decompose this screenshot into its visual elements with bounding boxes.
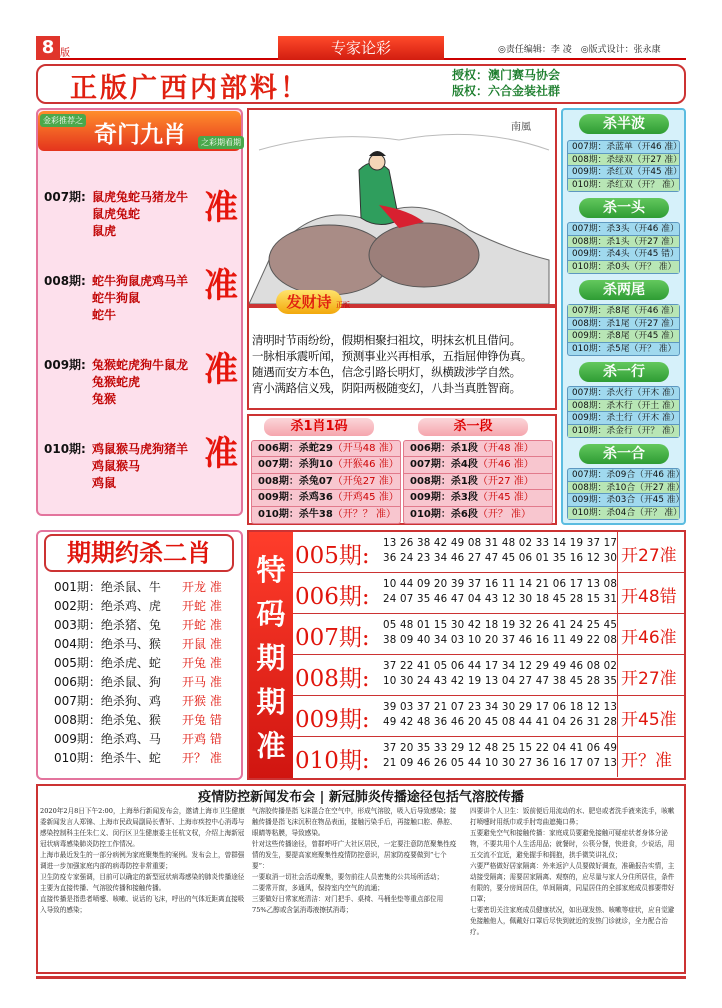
row-period: 009期：杀3段 <box>410 492 478 504</box>
qimen-line: 鸡鼠猴马 <box>92 459 141 473</box>
poem-line: 随遇而安方本色，信念引路长明灯，纵横跋涉学自然。 <box>252 365 521 379</box>
row-result: （开27 准） <box>477 475 534 487</box>
qimen-row <box>44 434 239 500</box>
table-row: 009期：杀03合（开45 准） <box>568 494 679 507</box>
oneduan-table <box>403 440 553 524</box>
row-period: 005期: <box>295 543 370 569</box>
list-item <box>54 597 222 614</box>
row-period: 007期：杀狗10 <box>258 459 333 471</box>
row-result: 开48错 <box>621 587 677 607</box>
item-period: 005期：绝杀虎、蛇 <box>54 656 161 670</box>
qimen-mark: 准 <box>204 188 238 228</box>
item-period: 007期：绝杀狗、鸡 <box>54 694 161 708</box>
row-result: 开27准 <box>621 669 677 689</box>
row-period: 010期: <box>295 748 370 774</box>
item-result: 开龙 准 <box>182 580 222 594</box>
table-row <box>404 441 552 457</box>
item-result: 开兔 准 <box>182 656 222 670</box>
poem-line: 一脉相承震听闻，预测事业兴再相承，五指屈伸铮伪真。 <box>252 349 532 363</box>
news-column-1: 2020年2月8日下午2:00，上海举行新闻发布会，邀请上海市卫生健康委新闻发言人郑锦、上海市民政局副局长曹轩、上海市疾控中心消毒与感染控制科主任朱仁义、闵行区卫生健康委主任杭文权，介绍上海新冠冠状病毒感染肺炎防控工作情况。 上海市最近发生的一部分病例为家庭聚集性的案例。发布会上，曾群强调进一步加强家庭内部的病毒防控非常重要； 卫生防疫专家强调，目前可以确定的新型冠状病毒感染的肺炎传播途径主要为直接传播、气溶胶传播和接触传播。 直接传播是指患者喷嚏、咳嗽、说话的飞沫，呼出的气体近距离直接吸入导致的感染； <box>40 807 245 914</box>
illustration-image <box>249 110 555 304</box>
illustration-caption: 南風 <box>511 122 531 133</box>
table-row <box>252 490 400 506</box>
news-title: 疫情防控新闻发布会 | 新冠肺炎传播途径包括气溶胶传播 <box>198 790 524 805</box>
row-period: 008期: <box>295 666 370 692</box>
table-row <box>252 507 400 523</box>
section-title-tou: 杀一头 <box>579 198 669 218</box>
table-row: 008期：杀10合（开27 准） <box>568 482 679 495</box>
row-period: 007期：杀4段 <box>410 459 478 471</box>
page-suffix: 版 <box>60 48 70 59</box>
qimen-period: 008期: <box>44 274 86 288</box>
row-result: 开？准 <box>621 751 672 771</box>
onexiao-title: 杀1肖1码 <box>264 418 374 436</box>
qimen-period: 007期: <box>44 190 86 204</box>
page-number: 8 <box>36 36 60 60</box>
side-char: 准 <box>256 729 286 763</box>
item-result: 开？ 准 <box>182 751 222 765</box>
row-result: （开鸡45 准） <box>332 492 399 504</box>
item-result: 开蛇 准 <box>182 599 222 613</box>
list-item <box>54 578 222 595</box>
qimen-title: 奇门九肖 <box>94 121 186 148</box>
kill-two-title: 期期约杀二肖 <box>44 534 234 572</box>
row-numbers: 10 44 09 20 39 37 16 11 14 21 06 17 13 08 <box>383 578 618 590</box>
row-period: 008期：杀1段 <box>410 475 478 487</box>
item-period: 001期：绝杀鼠、牛 <box>54 580 161 594</box>
table-row <box>293 573 684 614</box>
section-title: 专家论彩 <box>278 36 444 60</box>
row-result: （开？ 准） <box>477 508 532 520</box>
divider <box>617 655 618 695</box>
row-period: 009期：杀鸡36 <box>258 492 333 504</box>
list-item <box>54 749 222 766</box>
item-result: 开猴 准 <box>182 694 222 708</box>
qimen-line: 鸡鼠猴马虎狗猪羊 <box>92 442 189 456</box>
side-char: 码 <box>256 597 286 631</box>
table-row: 009期：杀8尾（开45 准） <box>568 330 679 343</box>
row-result: （开45 准） <box>477 492 534 504</box>
row-result: （开48 准） <box>477 443 534 454</box>
qimen-period: 010期: <box>44 442 86 456</box>
qimen-line: 蛇牛 <box>92 308 117 322</box>
divider <box>617 532 618 572</box>
qimen-period: 009期: <box>44 358 86 372</box>
qimen-mark: 准 <box>204 350 238 390</box>
poem-line: 清明时节雨纷纷，假期相聚扫祖坟，明抹玄机且借问。 <box>252 333 521 347</box>
item-period: 004期：绝杀马、猴 <box>54 637 161 651</box>
item-result: 开兔 错 <box>182 713 222 727</box>
row-numbers: 49 42 48 36 46 20 45 08 44 41 04 26 31 28 <box>383 716 618 728</box>
row-numbers: 21 09 46 26 05 44 10 30 27 36 16 17 07 13 <box>383 757 618 769</box>
item-period: 003期：绝杀猪、兔 <box>54 618 161 632</box>
tou-table <box>567 222 680 274</box>
qimen-line: 兔猴 <box>92 392 117 406</box>
row-result: （开？？ 准） <box>332 508 396 520</box>
qimen-mark: 准 <box>204 266 238 306</box>
item-result: 开鼠 准 <box>182 637 222 651</box>
table-row <box>404 507 552 523</box>
item-period: 009期：绝杀鸡、马 <box>54 732 161 746</box>
row-period: 008期：杀兔07 <box>258 475 333 487</box>
table-row: 009期：杀土行（开木 准） <box>568 412 679 425</box>
qimen-row <box>44 266 239 332</box>
table-row: 008期：杀1尾（开27 准） <box>568 318 679 331</box>
qimen-line: 蛇牛狗鼠虎鸡马羊 <box>92 274 189 288</box>
section-title-hang: 杀一行 <box>579 362 669 382</box>
footer-rule <box>36 976 686 979</box>
banbo-table <box>567 140 680 192</box>
table-row: 007期：杀火行（开木 准） <box>568 387 679 400</box>
table-row <box>252 441 400 457</box>
list-item <box>54 635 222 652</box>
row-result: （开46 准） <box>477 459 534 471</box>
row-numbers: 10 30 24 43 42 19 13 04 27 47 38 45 28 35 <box>383 675 618 687</box>
table-row: 010期：杀0头（开？ 准） <box>568 261 679 274</box>
qimen-line: 鼠虎兔蛇 <box>92 207 141 221</box>
row-period: 006期：杀蛇29 <box>258 443 333 454</box>
list-item <box>54 692 222 709</box>
poem-tag: 正版 <box>336 301 350 309</box>
table-row: 007期：杀蓝单（开46 准） <box>568 141 679 154</box>
table-row: 008期：杀绿双（开27 准） <box>568 154 679 167</box>
illustration <box>247 108 557 306</box>
row-period: 006期：杀1段 <box>410 443 478 454</box>
qimen-line: 鼠虎 <box>92 224 117 238</box>
hang-table <box>567 386 680 438</box>
qimen-line: 鼠虎兔蛇马猪龙牛 <box>92 190 189 204</box>
table-row <box>252 457 400 473</box>
list-item <box>54 616 222 633</box>
table-row: 010期：杀04合（开？ 准） <box>568 507 679 520</box>
row-period: 007期: <box>295 625 370 651</box>
news-column-2: 气溶胶传播是指飞沫混合在空气中，形成气溶胶，吸入后导致感染；接触传播是指飞沫沉积在物品表面，接触污染手后，再接触口腔、鼻腔、眼睛等粘膜，导致感染。 针对这些传播途径，曾群呼吁广大社区居民，一定要注意防范聚集性疫情的发生，要提高家庭聚集性疫情防控意识，居家防疫要做到“七个要”： 一要取消一切社会活动聚集，要勿前往人员密集的公共场所活动； 二要常开窗，多通风，保持室内空气的流通； 三要做好日常家庭清洁：对门把手、桌椅、马桶坐垫等重点部位用75%乙醇或含氯消毒液擦拭消毒； <box>252 807 457 914</box>
auth-line-2: 版权：六合金装社群 <box>452 84 561 98</box>
auth-line-1: 授权：澳门赛马协会 <box>452 68 561 82</box>
item-result: 开蛇 准 <box>182 618 222 632</box>
row-numbers: 24 07 35 46 47 04 43 12 30 18 45 28 15 31 <box>383 593 618 605</box>
banner-authorization <box>452 67 560 99</box>
divider <box>617 696 618 736</box>
qimen-line: 兔猴蛇虎狗牛鼠龙 <box>92 358 189 372</box>
row-period: 010期：杀6段 <box>410 508 478 520</box>
row-numbers: 05 48 01 15 30 42 18 19 32 26 41 24 25 45 <box>383 619 618 631</box>
list-item <box>54 711 222 728</box>
item-period: 010期：绝杀牛、蛇 <box>54 751 161 765</box>
row-numbers: 39 03 37 21 07 23 34 30 29 17 06 18 12 13 <box>383 701 618 713</box>
row-numbers: 37 20 35 33 29 12 48 25 15 22 04 41 06 49 <box>383 742 618 754</box>
item-period: 008期：绝杀兔、猴 <box>54 713 161 727</box>
table-row: 008期：杀木行（开土 准） <box>568 400 679 413</box>
table-row: 010期：杀5尾（开？ 准） <box>572 343 677 354</box>
row-result: （开马48 准） <box>332 443 399 454</box>
qimen-line: 蛇牛狗鼠 <box>92 291 141 305</box>
table-row <box>293 696 684 737</box>
table-row: 010期：杀金行（开？ 准） <box>568 425 679 438</box>
side-char: 期 <box>256 641 286 675</box>
qimen-tag-right: 之彩期看期 <box>198 136 244 149</box>
item-result: 开马 准 <box>182 675 222 689</box>
divider <box>617 737 618 777</box>
wei-table <box>567 304 680 356</box>
table-row: 009期：杀红双（开45 准） <box>568 166 679 179</box>
table-row <box>293 655 684 696</box>
qimen-line: 鸡鼠 <box>92 476 117 490</box>
row-period: 009期: <box>295 707 370 733</box>
table-row <box>252 474 400 490</box>
row-period: 010期：杀牛38 <box>258 508 333 520</box>
table-row <box>293 614 684 655</box>
row-numbers: 36 24 23 34 46 27 47 45 06 01 35 16 12 30 <box>383 552 618 564</box>
credits: ◎责任编辑：李 凌 ◎版式设计：张永康 <box>498 45 661 55</box>
row-numbers: 13 26 38 42 49 08 31 48 02 33 14 19 37 17 <box>383 537 618 549</box>
table-row: 009期：杀4头（开45 错） <box>568 248 679 261</box>
row-result: 开45准 <box>621 710 677 730</box>
he-table <box>567 468 685 520</box>
list-item <box>54 730 222 747</box>
row-result: 开46准 <box>621 628 677 648</box>
side-char: 特 <box>256 553 286 587</box>
item-result: 开鸡 错 <box>182 732 222 746</box>
row-result: （开兔27 准） <box>332 475 399 487</box>
table-row: 008期：杀1头（开27 准） <box>568 236 679 249</box>
qimen-mark: 准 <box>204 434 238 474</box>
table-row: 007期：杀3头（开46 准） <box>568 223 679 236</box>
banner-title: 正版广西内部料！ <box>70 73 310 104</box>
table-row: 007期：杀8尾（开46 准） <box>568 305 679 318</box>
table-row <box>404 474 552 490</box>
divider <box>617 573 618 613</box>
item-period: 002期：绝杀鸡、虎 <box>54 599 161 613</box>
table-row <box>404 457 552 473</box>
table-row <box>293 737 684 778</box>
poem-line: 宵小满路信义残，阴阳两极随变幻，八卦当真胜智商。 <box>252 381 521 395</box>
side-char: 期 <box>256 685 286 719</box>
table-row <box>404 490 552 506</box>
qimen-line: 兔猴蛇虎 <box>92 375 141 389</box>
item-period: 006期：绝杀鼠、狗 <box>54 675 161 689</box>
list-item <box>54 654 222 671</box>
row-period: 006期: <box>295 584 370 610</box>
qimen-row <box>44 350 239 416</box>
divider <box>617 614 618 654</box>
qimen-row <box>44 188 239 248</box>
oneduan-title: 杀一段 <box>418 418 528 436</box>
poem-title: 发财诗 <box>276 290 342 314</box>
table-row <box>293 532 684 573</box>
row-result: 开27准 <box>621 546 677 566</box>
table-row: 007期：杀09合（开46 准） <box>568 469 679 482</box>
section-title-he: 杀一合 <box>579 444 669 464</box>
list-item <box>54 673 222 690</box>
row-numbers: 37 22 41 05 06 44 17 34 12 29 49 46 08 02 <box>383 660 618 672</box>
section-title-banbo: 杀半波 <box>579 114 669 134</box>
section-title-wei: 杀两尾 <box>579 280 669 300</box>
row-result: （开猴46 准） <box>332 459 399 471</box>
news-column-3: 四要讲个人卫生：饭前便后用流动的水、肥皂或者洗手液来洗手，咳嗽打喷嚏时用纸巾或手肘弯曲遮掩口鼻； 五要避免空气和接触传播：家庭成员要避免接触可疑症状者身体分泌物，不要共用个人生活用品；就餐时，公筷分餐，快进食，少说话，用五交流不宜近，避免握手和拥抱，拱手微笑讲礼仪； 六要严格做好居家隔离：外来返沪人员要做好调查，准确报告实情，主动接受隔离；需要居家隔离、观察的，应尽量与家人分住所居住，条件有限的，要分房间居住，单间隔离，同屋居住的全部家庭成员都要带好口罩； 七要密切关注家庭成员健康状况，如出现发热、咳嗽等症状，应自觉避免接触他人，佩戴好口罩后尽快到就近的发热门诊就诊，全力配合治疗。 <box>470 807 675 936</box>
qimen-tag-left: 金彩推荐之 <box>40 114 86 127</box>
table-row: 010期：杀红双（开？ 准） <box>568 179 679 192</box>
onexiao-table <box>251 440 401 524</box>
row-numbers: 38 09 40 34 03 10 20 37 46 16 11 49 22 08 <box>383 634 618 646</box>
